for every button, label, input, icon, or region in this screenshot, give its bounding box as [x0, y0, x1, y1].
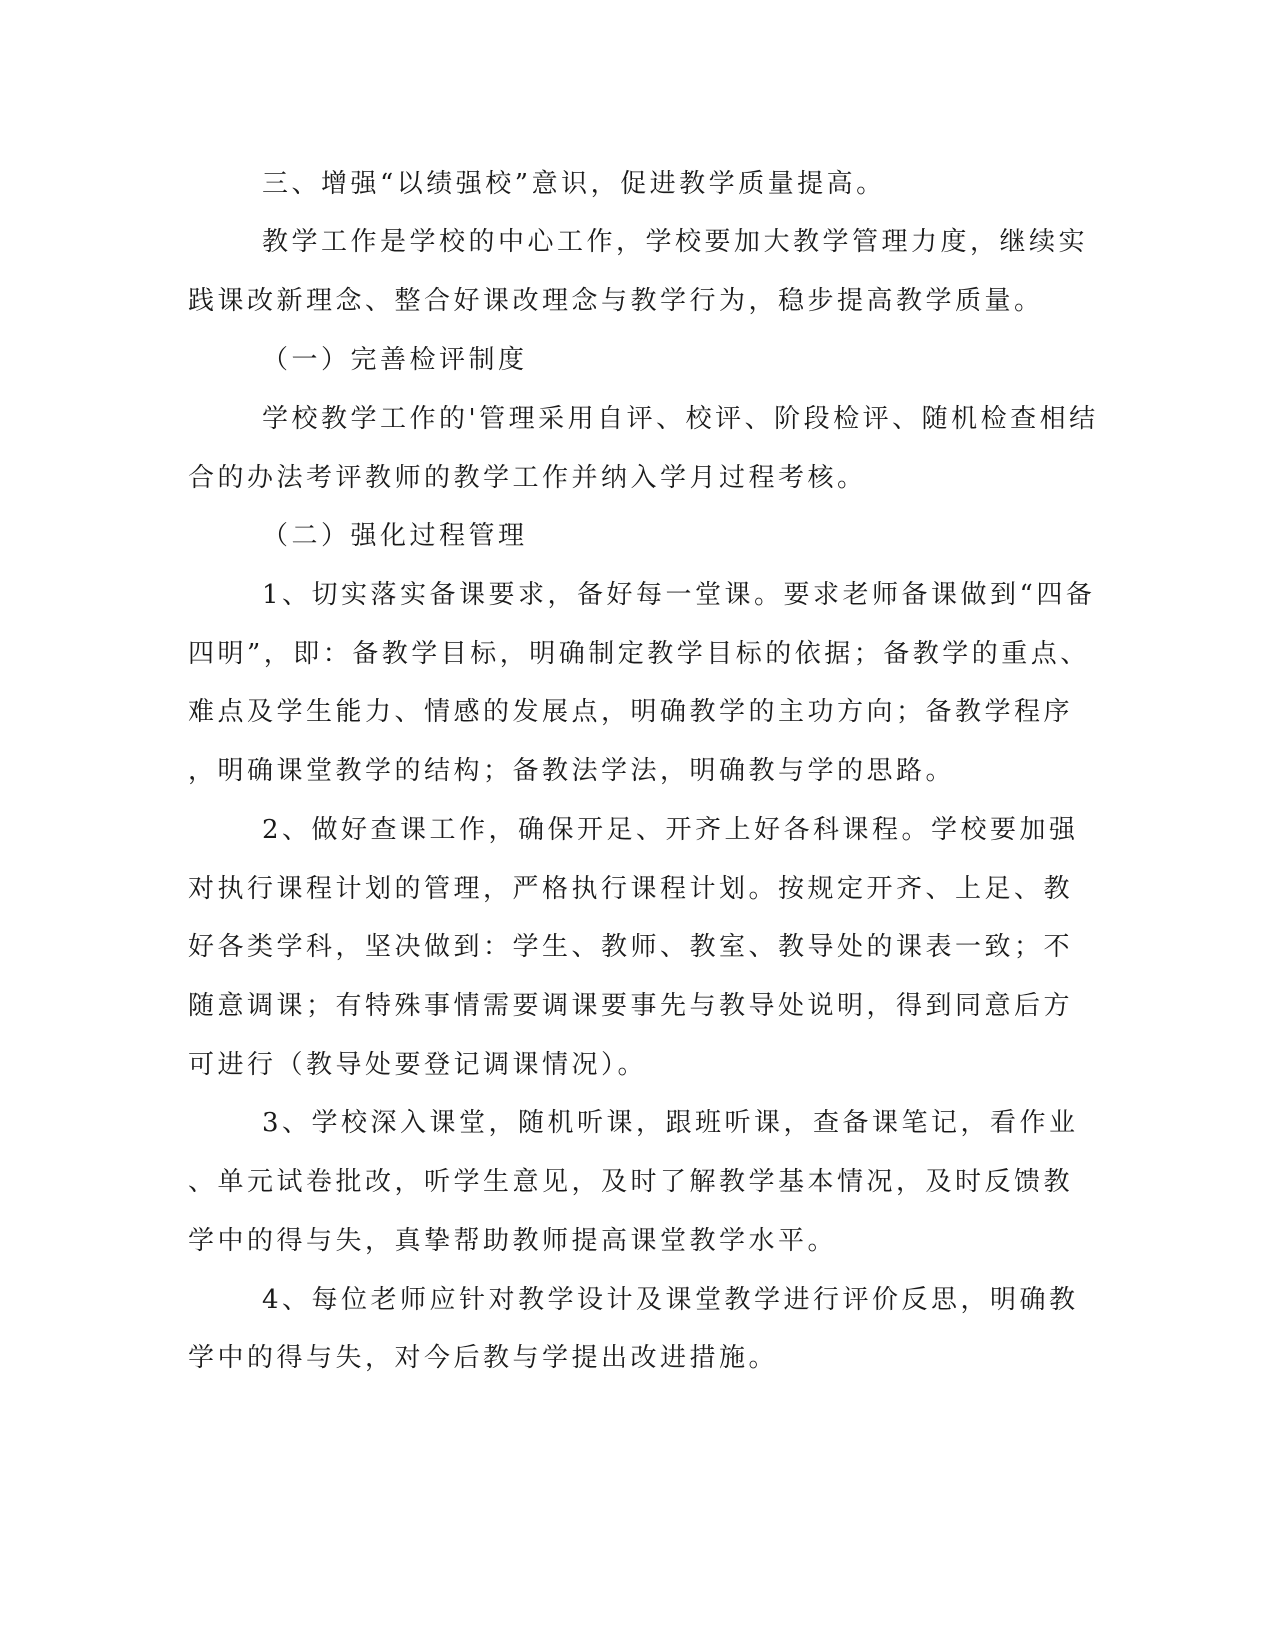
paragraph-line: 教学工作是学校的中心工作，学校要加大教学管理力度，继续实 [262, 227, 1089, 257]
paragraph-line: ，明确课堂教学的结构；备教法学法，明确教与学的思路。 [188, 756, 956, 786]
paragraph-line: 学中的得与失，真挚帮助教师提高课堂教学水平。 [188, 1226, 838, 1256]
paragraph-line: 可进行（教导处要登记调课情况）。 [188, 1050, 648, 1080]
paragraph-line: 难点及学生能力、情感的发展点，明确教学的主功方向；备教学程序 [188, 697, 1074, 727]
paragraph-line: 合的办法考评教师的教学工作并纳入学月过程考核。 [188, 463, 867, 493]
paragraph-line: 四明”，即：备教学目标，明确制定教学目标的依据；备教学的重点、 [188, 639, 1090, 669]
subsection-heading-2: （二）强化过程管理 [262, 521, 528, 551]
paragraph-line: 践课改新理念、整合好课改理念与教学行为，稳步提高教学质量。 [188, 286, 1044, 316]
paragraph-line: 好各类学科，坚决做到：学生、教师、教室、教导处的课表一致；不 [188, 932, 1074, 962]
paragraph-line: 学校教学工作的'管理采用自评、校评、阶段检评、随机检查相结 [262, 404, 1099, 434]
paragraph-line: 随意调课；有特殊事情需要调课要事先与教导处说明，得到同意后方 [188, 991, 1074, 1021]
paragraph-line: 学中的得与失，对今后教与学提出改进措施。 [188, 1343, 779, 1373]
paragraph-line: 1、切实落实备课要求，备好每一堂课。要求老师备课做到“四备 [262, 580, 1096, 610]
paragraph-line: 对执行课程计划的管理，严格执行课程计划。按规定开齐、上足、教 [188, 874, 1074, 904]
subsection-heading-1: （一）完善检评制度 [262, 345, 528, 375]
paragraph-line: 2、做好查课工作，确保开足、开齐上好各科课程。学校要加强 [262, 815, 1079, 845]
paragraph-line: 4、每位老师应针对教学设计及课堂教学进行评价反思，明确教 [262, 1285, 1079, 1315]
section-heading-3: 三、增强“以绩强校”意识，促进教学质量提高。 [262, 169, 886, 199]
paragraph-line: 3、学校深入课堂，随机听课，跟班听课，查备课笔记，看作业 [262, 1108, 1079, 1138]
paragraph-line: 、单元试卷批改，听学生意见，及时了解教学基本情况，及时反馈教 [188, 1167, 1074, 1197]
